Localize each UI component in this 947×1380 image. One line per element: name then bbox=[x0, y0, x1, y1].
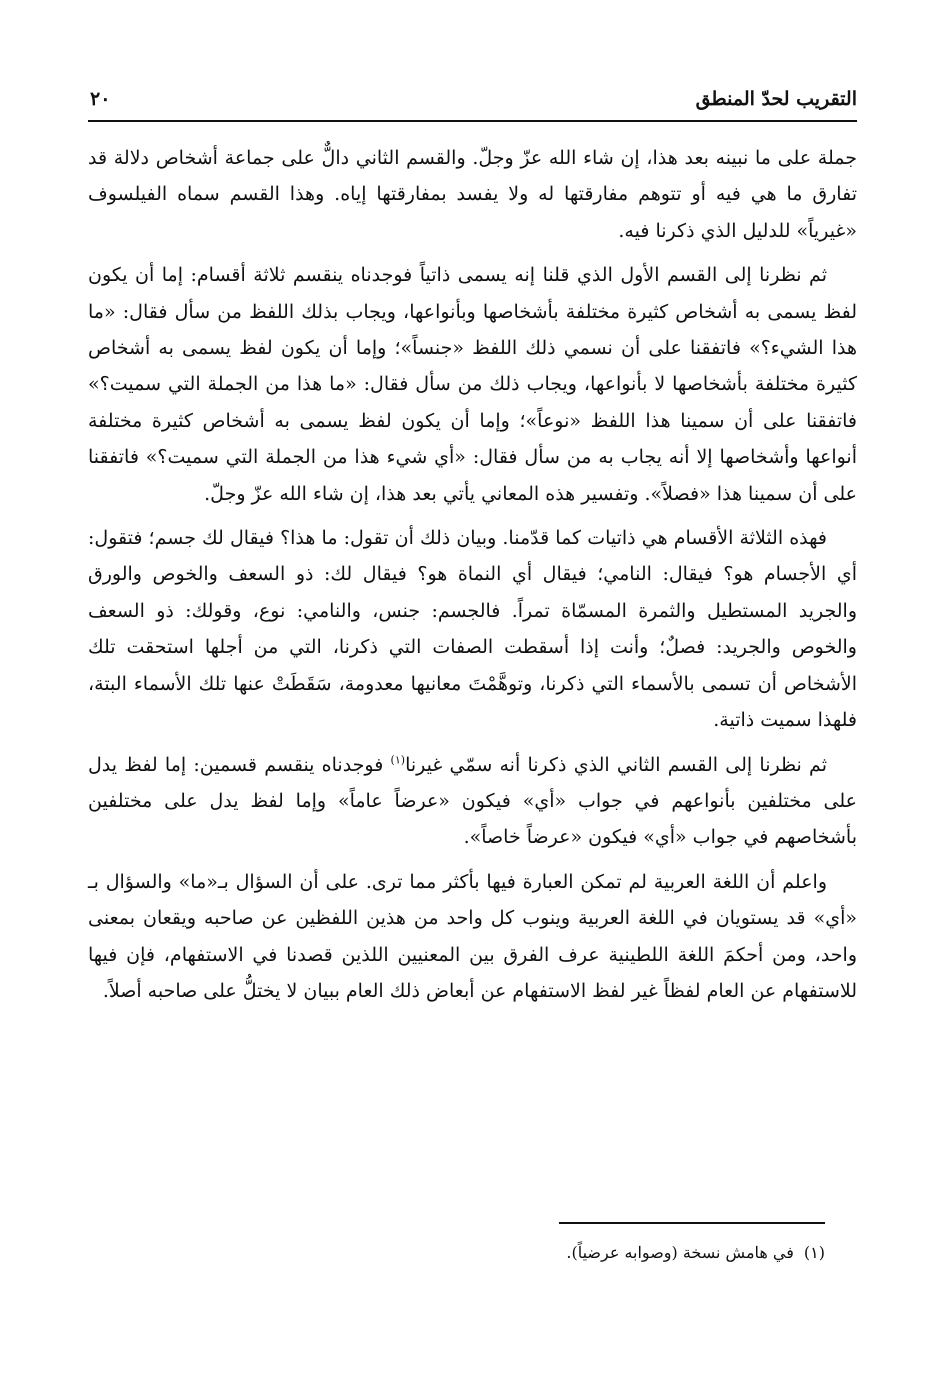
body-text bbox=[88, 140, 857, 1017]
footnote bbox=[566, 1240, 825, 1266]
paragraph-3: فهذه الثلاثة الأقسام هي ذاتيات كما قدّمنا. وبيان ذلك أن تقول: ما هذا؟ فيقال لك جسم؛ فتقول: أي الأجسام هو؟ فيقال: النامي؛ فيقال أي النماة هو؟ فيقال لك: ذو السعف والخوص والورق والجريد المستطيل والثمرة المسمّاة تمراً. فالجسم: جنس، والنامي: نوع، وقولك: ذو السعف والخوص والجريد: فصلٌ؛ وأنت إذا أسقطت الصفات التي ذكرنا، التي من أجلها استحقت تلك الأشخاص أن تسمى بالأسماء التي ذكرنا، وتوهَّمْتَ معانيها معدومة، سَقَطَتْ عنها تلك الأسماء البتة، فلهذا سميت ذاتية. bbox=[88, 527, 857, 732]
paragraph-4-lead: ثم نظرنا إلى القسم الثاني الذي ذكرنا أنه سمّي غيرنا bbox=[405, 753, 827, 776]
footnote-text: في هامش نسخة (وصوابه عرضياً). bbox=[566, 1243, 794, 1262]
paragraph-4-rest: فوجدناه ينقسم قسمين: إما لفظ يدل على مختلفين بأنواعهم في جواب «أي» فيكون «عرضاً عاماً» وإما لفظ يدل على مختلفين بأشخاصهم في جواب «أي» فيكون «عرضاً خاصاً». bbox=[88, 753, 857, 849]
running-title: التقريب لحدّ المنطق bbox=[695, 88, 857, 110]
footnote-rule bbox=[559, 1222, 825, 1224]
header-rule bbox=[88, 120, 857, 122]
paragraph-1: جملة على ما نبينه بعد هذا، إن شاء الله عزّ وجلّ. والقسم الثاني دالٌّ على جماعة أشخاص دلالة قد تفارق ما هي فيه أو تتوهم مفارقتها له ولا يفسد بمفارقتها إياه. وهذا القسم سماه الفيلسوف «غيرياً» للدليل الذي ذكرنا فيه. bbox=[88, 147, 857, 242]
paragraph-2: ثم نظرنا إلى القسم الأول الذي قلنا إنه يسمى ذاتياً فوجدناه ينقسم ثلاثة أقسام: إما أن يكون لفظ يسمى به أشخاص كثيرة مختلفة بأشخاصها وبأنواعها، ويجاب بذلك اللفظ من سأل فقال: «ما هذا الشيء؟» فاتفقنا على أن نسمي ذلك اللفظ «جنساً»؛ وإما أن يكون لفظ يسمى به أشخاص كثيرة مختلفة بأشخاصها لا بأنواعها، ويجاب ذلك من سأل فقال: «ما هذا من الجملة التي سميت؟» فاتفقنا على أن سمينا هذا اللفظ «نوعاً»؛ وإما أن يكون لفظ يسمى به أشخاص كثيرة مختلفة أنواعها وأشخاصها إلا أنه يجاب به من سأل فقال: «أي شيء هذا من الجملة التي سميت؟» فاتفقنا على أن سمينا هذا «فصلاً». وتفسير هذه المعاني يأتي بعد هذا، إن شاء الله عزّ وجلّ. bbox=[88, 264, 857, 505]
page-number: ٢٠ bbox=[90, 88, 111, 110]
paragraph-4 bbox=[88, 747, 857, 856]
page-header bbox=[90, 82, 857, 116]
paragraph-5: واعلم أن اللغة العربية لم تمكن العبارة فيها بأكثر مما ترى. على أن السؤال بـ«ما» والسؤال بـ «أي» قد يستويان في اللغة العربية وينوب كل واحد من هذين اللفظين عن صاحبه ويقعان بمعنى واحد، ومن أحكمَ اللغة اللطينية عرف الفرق بين المعنيين اللذين قصدنا في الاستفهام، فإن فيها للاستفهام عن العام لفظاً غير لفظ الاستفهام عن أبعاض ذلك العام ببيان لا يختلُّ على صاحبه أصلاً. bbox=[88, 870, 857, 1002]
footnote-reference: (١) bbox=[390, 753, 406, 767]
footnote-number: (١) bbox=[803, 1243, 825, 1262]
